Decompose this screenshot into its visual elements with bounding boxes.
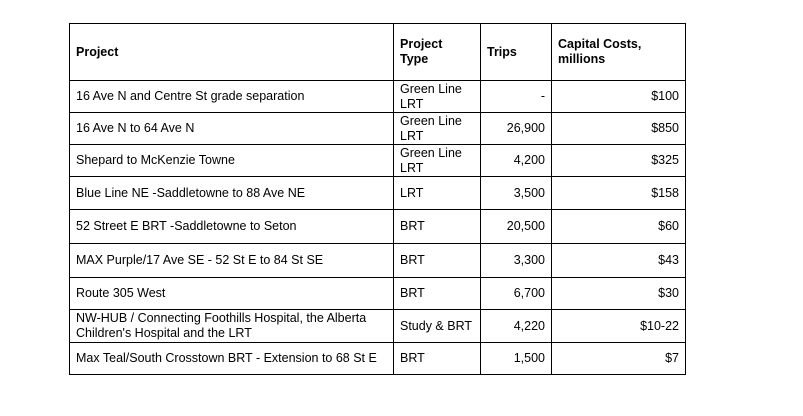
table-row xyxy=(70,343,686,375)
trips-cell: 3,300 xyxy=(481,244,552,278)
trips-cell: 4,200 xyxy=(481,145,552,177)
header-project-type: Project Type xyxy=(394,24,481,81)
table-row xyxy=(70,210,686,244)
type-cell: Green Line LRT xyxy=(394,81,481,113)
type-cell: Green Line LRT xyxy=(394,113,481,145)
cost-cell: $43 xyxy=(552,244,686,278)
projects-table xyxy=(69,23,686,375)
cost-cell: $30 xyxy=(552,278,686,310)
trips-cell: 4,220 xyxy=(481,310,552,343)
table-row xyxy=(70,278,686,310)
cost-cell: $7 xyxy=(552,343,686,375)
type-cell: BRT xyxy=(394,244,481,278)
table-row xyxy=(70,113,686,145)
header-row xyxy=(70,24,686,81)
project-cell: 52 Street E BRT -Saddletowne to Seton xyxy=(70,210,394,244)
project-cell: 16 Ave N to 64 Ave N xyxy=(70,113,394,145)
cost-cell: $100 xyxy=(552,81,686,113)
cost-cell: $850 xyxy=(552,113,686,145)
trips-cell: 26,900 xyxy=(481,113,552,145)
header-trips: Trips xyxy=(481,24,552,81)
table-row xyxy=(70,310,686,343)
trips-cell: 3,500 xyxy=(481,177,552,210)
trips-cell: - xyxy=(481,81,552,113)
type-cell: BRT xyxy=(394,278,481,310)
cost-cell: $158 xyxy=(552,177,686,210)
type-cell: BRT xyxy=(394,343,481,375)
trips-cell: 20,500 xyxy=(481,210,552,244)
table-row xyxy=(70,81,686,113)
project-cell: NW-HUB / Connecting Foothills Hospital, the Alberta Children's Hospital and the LRT xyxy=(70,310,394,343)
table-row xyxy=(70,244,686,278)
header-capital-costs: Capital Costs, millions xyxy=(552,24,686,81)
table-row xyxy=(70,177,686,210)
cost-cell: $10-22 xyxy=(552,310,686,343)
cost-cell: $325 xyxy=(552,145,686,177)
type-cell: BRT xyxy=(394,210,481,244)
type-cell: LRT xyxy=(394,177,481,210)
table-row xyxy=(70,145,686,177)
type-cell: Study & BRT xyxy=(394,310,481,343)
project-cell: Blue Line NE -Saddletowne to 88 Ave NE xyxy=(70,177,394,210)
type-cell: Green Line LRT xyxy=(394,145,481,177)
trips-cell: 1,500 xyxy=(481,343,552,375)
cost-cell: $60 xyxy=(552,210,686,244)
project-cell: Route 305 West xyxy=(70,278,394,310)
header-project: Project xyxy=(70,24,394,81)
project-cell: Shepard to McKenzie Towne xyxy=(70,145,394,177)
project-cell: Max Teal/South Crosstown BRT - Extension to 68 St E xyxy=(70,343,394,375)
project-cell: MAX Purple/17 Ave SE - 52 St E to 84 St SE xyxy=(70,244,394,278)
project-cell: 16 Ave N and Centre St grade separation xyxy=(70,81,394,113)
trips-cell: 6,700 xyxy=(481,278,552,310)
